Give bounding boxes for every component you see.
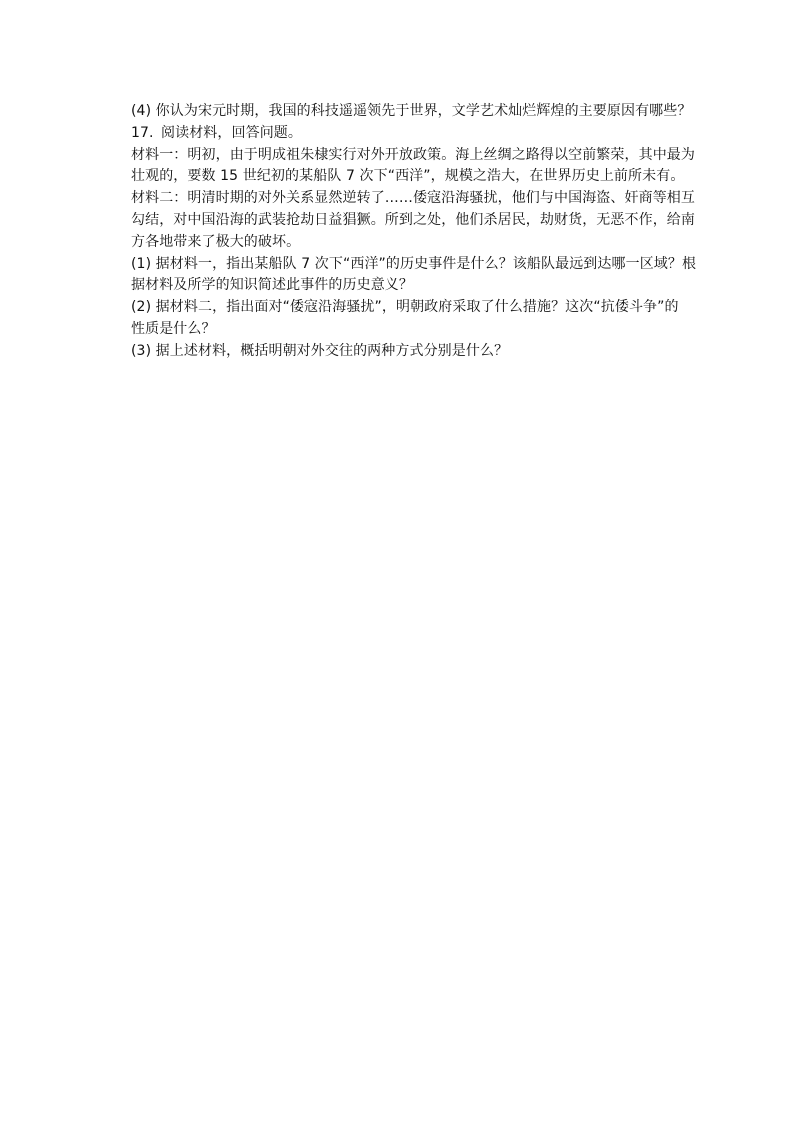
material-1-line-2: 壮观的，要数 15 世纪初的某船队 7 次下“西洋”，规模之浩大，在世界历史上前所未有。: [131, 168, 685, 185]
material-1-line-1: 材料一：明初，由于明成祖朱棣实行对外开放政策。海上丝绸之路得以空前繁荣，其中最为: [131, 146, 695, 163]
question-number: 17.: [131, 124, 154, 141]
sub-question-2-line-1: (2) 据材料二，指出面对“倭寇沿海骚扰”，明朝政府采取了什么措施？这次“抗倭斗争”的: [131, 299, 679, 316]
sub-question-2-line-2: 性质是什么？: [131, 320, 216, 337]
question-17-heading: [131, 123, 697, 145]
question-content: [131, 101, 697, 363]
sub-question-3: (3) 据上述材料，概括明朝对外交往的两种方式分别是什么？: [131, 342, 509, 359]
question-16-part-4: (4) 你认为宋元时期，我国的科技遥遥领先于世界，文学艺术灿烂辉煌的主要原因有哪些？: [131, 103, 692, 119]
question-17-instruction: 阅读材料，回答问题。: [161, 124, 302, 141]
material-2-line-3: 方各地带来了极大的破坏。: [131, 233, 301, 250]
material-2-line-1: 材料二：明清时期的对外关系显然逆转了……倭寇沿海骚扰，他们与中国海盗、奸商等相互: [131, 190, 695, 207]
sub-question-1-line-2: 据材料及所学的知识简述此事件的历史意义？: [131, 277, 413, 294]
sub-question-1-line-1: (1) 据材料一，指出某船队 7 次下“西洋”的历史事件是什么？该船队最远到达哪一区域？根: [131, 255, 697, 272]
material-2-line-2: 勾结，对中国沿海的武装抢劫日益猖獗。所到之处，他们杀居民，劫财货，无恶不作，给南: [131, 211, 695, 228]
